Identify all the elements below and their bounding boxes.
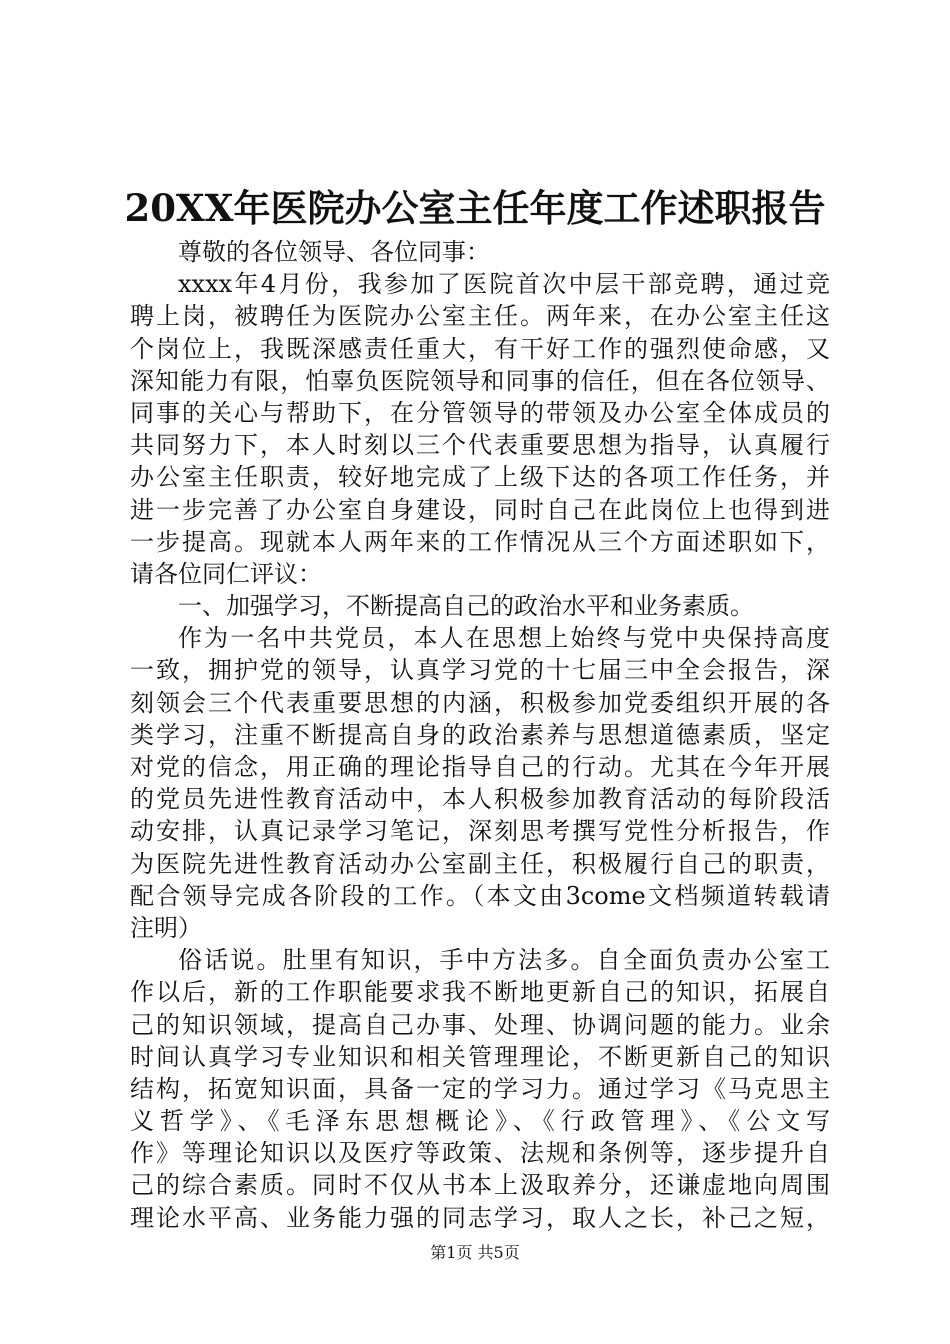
body-text-line: 义哲学》、《毛泽东思想概论》、《行政管理》、《公文写 <box>130 1107 830 1136</box>
body-text-line: 注明） <box>130 913 202 942</box>
body-text-line: 请各位同仁评议： <box>130 559 322 588</box>
body-text-line: 动安排，认真记录学习笔记，深刻思考撰写党性分析报告，作 <box>130 817 830 846</box>
body-text-line: 进一步完善了办公室自身建设，同时自己在此岗位上也得到进 <box>130 495 830 524</box>
body-text-line: 一致，拥护党的领导，认真学习党的十七届三中全会报告，深 <box>130 656 830 685</box>
body-text-line: 作为一名中共党员，本人在思想上始终与党中央保持高度 <box>178 624 830 653</box>
body-text-line: 理论水平高、业务能力强的同志学习，取人之长，补己之短， <box>130 1203 830 1232</box>
body-text-line: 办公室主任职责，较好地完成了上级下达的各项工作任务，并 <box>130 463 830 492</box>
body-text-line: 结构，拓宽知识面，具备一定的学习力。通过学习《马克思主 <box>130 1074 830 1103</box>
body-text-line: 配合领导完成各阶段的工作。（本文由3come文档频道转载请 <box>130 881 830 910</box>
body-text-line: 时间认真学习专业知识和相关管理理论，不断更新自己的知识 <box>130 1042 830 1071</box>
body-text-line: xxxx年4月份，我参加了医院首次中层干部竞聘，通过竞 <box>178 270 830 299</box>
document-body <box>130 236 830 1234</box>
body-text-line: 俗话说。肚里有知识，手中方法多。自全面负责办公室工 <box>178 946 830 975</box>
body-text-line: 的党员先进性教育活动中，本人积极参加教育活动的每阶段活 <box>130 785 830 814</box>
body-text-line: 对党的信念，用正确的理论指导自己的行动。尤其在今年开展 <box>130 753 830 781</box>
body-text-line: 刻领会三个代表重要思想的内涵，积极参加党委组织开展的各 <box>130 688 830 717</box>
document-title: 20XX年医院办公室主任年度工作述职报告 <box>124 186 826 230</box>
body-text-line: 己的综合素质。同时不仅从书本上汲取养分，还谦虚地向周围 <box>130 1171 830 1200</box>
body-text-line: 同事的关心与帮助下，在分管领导的带领及办公室全体成员的 <box>130 398 830 427</box>
body-text-line: 一步提高。现就本人两年来的工作情况从三个方面述职如下， <box>130 527 830 556</box>
body-text-line: 作以后，新的工作职能要求我不断地更新自己的知识，拓展自 <box>130 978 830 1007</box>
body-text-line: 尊敬的各位领导、各位同事： <box>178 238 490 266</box>
body-text-line: 深知能力有限，怕辜负医院领导和同事的信任，但在各位领导、 <box>130 366 830 395</box>
body-text-line: 作》等理论知识以及医疗等政策、法规和条例等，逐步提升自 <box>130 1139 830 1168</box>
body-text-line: 己的知识领域，提高自己办事、处理、协调问题的能力。业余 <box>130 1010 830 1039</box>
body-text-line: 一、加强学习，不断提高自己的政治水平和业务素质。 <box>178 592 754 621</box>
body-text-line: 聘上岗，被聘任为医院办公室主任。两年来，在办公室主任这 <box>130 302 830 331</box>
page-footer: 第1页 共5页 <box>430 1243 520 1262</box>
body-text-line: 为医院先进性教育活动办公室副主任，积极履行自己的职责， <box>130 849 830 878</box>
body-text-line: 个岗位上，我既深感责任重大，有干好工作的强烈使命感，又 <box>130 334 830 363</box>
body-text-line: 类学习，注重不断提高自身的政治素养与思想道德素质，坚定 <box>130 720 830 749</box>
body-text-line: 共同努力下，本人时刻以三个代表重要思想为指导，认真履行 <box>130 431 830 460</box>
